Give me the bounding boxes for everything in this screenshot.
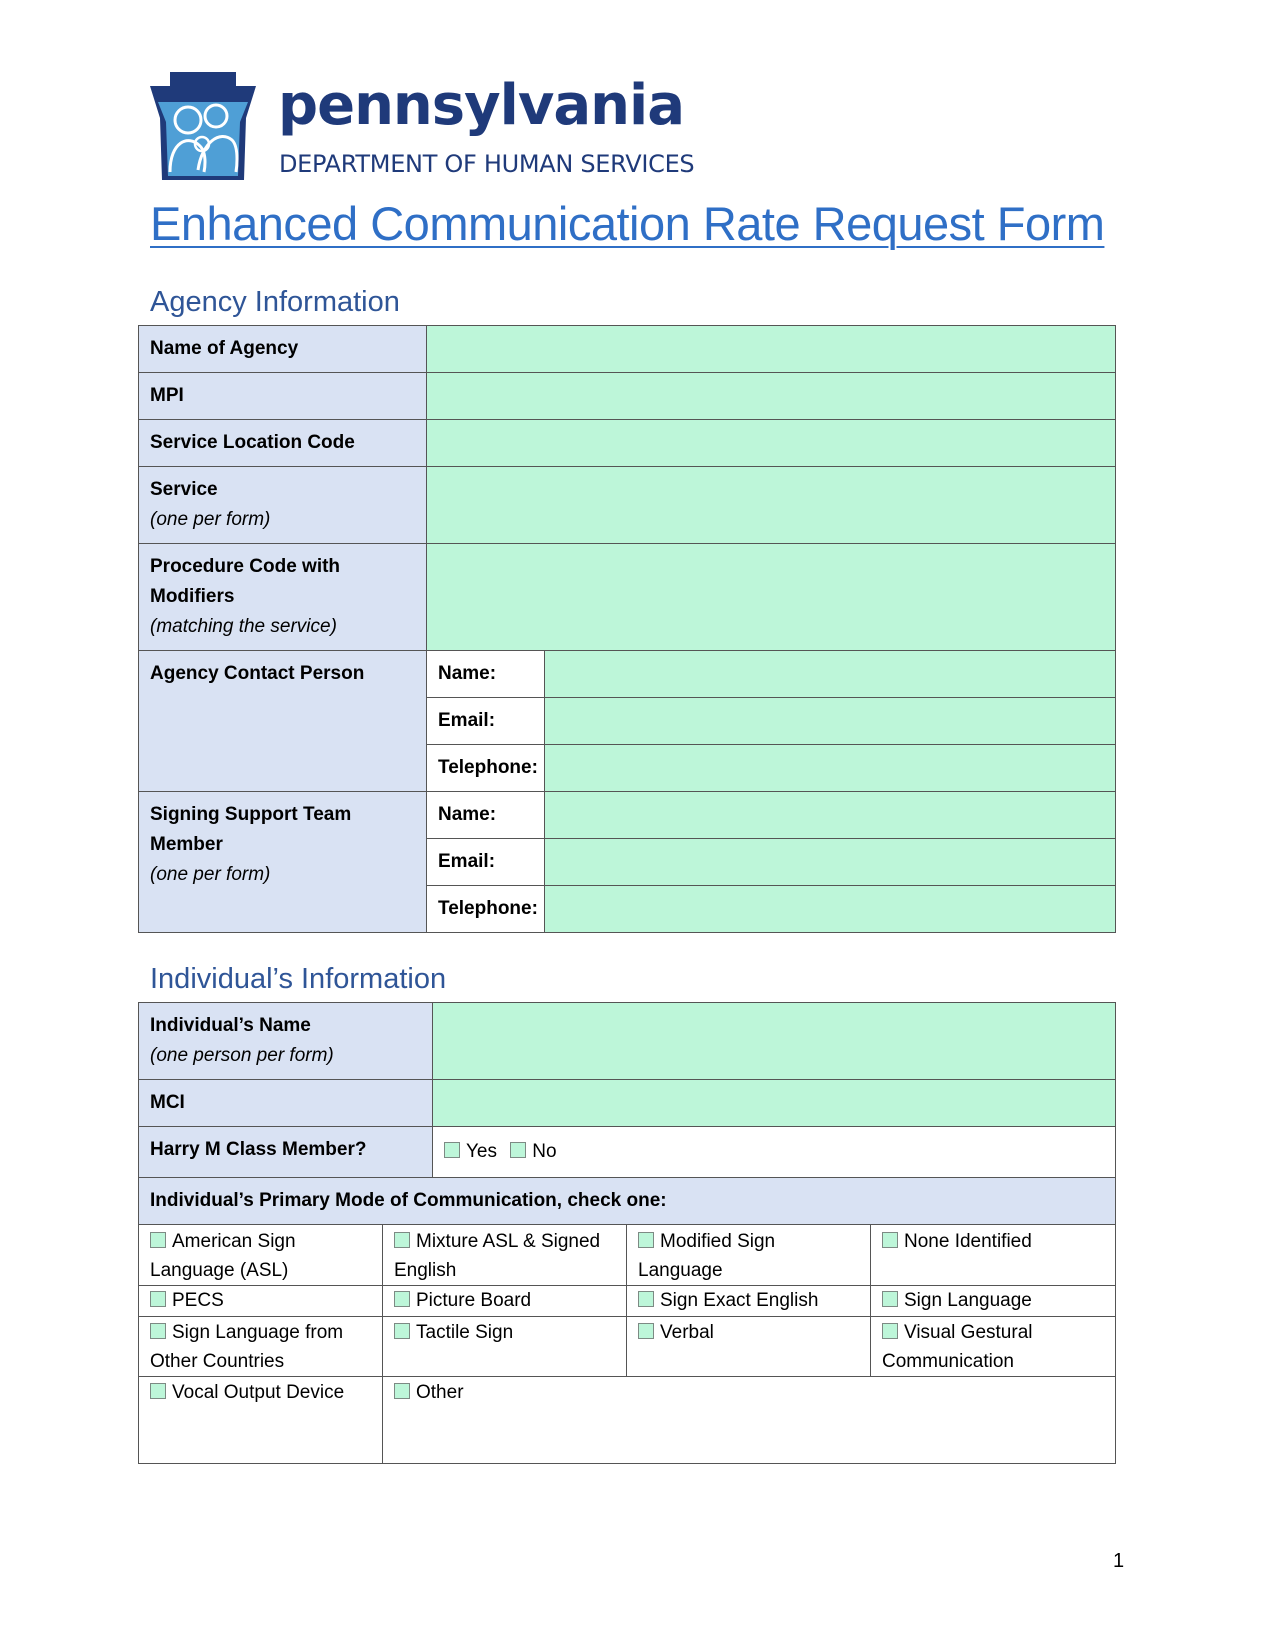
pa-dhs-logo — [148, 72, 708, 192]
agency-section-heading: Agency Information — [150, 286, 400, 318]
checkbox-icon[interactable] — [638, 1232, 654, 1248]
contact-telephone-field[interactable] — [545, 745, 1116, 792]
signing-email-field[interactable] — [545, 839, 1116, 886]
mpi-field[interactable] — [427, 373, 1116, 420]
checkbox-icon[interactable] — [394, 1232, 410, 1248]
checkbox-icon[interactable] — [510, 1142, 526, 1158]
procedure-code-field[interactable] — [427, 544, 1116, 651]
harry-m-no-option[interactable]: No — [510, 1141, 556, 1162]
checkbox-icon[interactable] — [150, 1383, 166, 1399]
service-location-code-label: Service Location Code — [139, 420, 427, 467]
signing-name-label: Name: — [427, 792, 545, 839]
agency-name-field[interactable] — [427, 326, 1116, 373]
option-vocal-output-device[interactable]: Vocal Output Device — [139, 1377, 383, 1464]
individual-section-heading: Individual’s Information — [150, 963, 447, 995]
communication-options-table — [138, 1224, 1116, 1464]
logo-department: DEPARTMENT OF HUMAN SERVICES — [279, 150, 695, 178]
option-asl[interactable]: American Sign Language (ASL) — [139, 1225, 383, 1286]
checkbox-icon[interactable] — [394, 1291, 410, 1307]
checkbox-icon[interactable] — [444, 1142, 460, 1158]
service-field[interactable] — [427, 467, 1116, 544]
page-number: 1 — [1113, 1550, 1125, 1572]
contact-name-field[interactable] — [545, 651, 1116, 698]
checkbox-icon[interactable] — [882, 1323, 898, 1339]
contact-name-label: Name: — [427, 651, 545, 698]
contact-email-label: Email: — [427, 698, 545, 745]
checkbox-icon[interactable] — [882, 1232, 898, 1248]
checkbox-icon[interactable] — [394, 1383, 410, 1399]
mpi-label: MPI — [139, 373, 427, 420]
mci-label: MCI — [139, 1080, 433, 1127]
mci-field[interactable] — [433, 1080, 1116, 1127]
option-none-identified[interactable]: None Identified — [871, 1225, 1116, 1286]
checkbox-icon[interactable] — [394, 1323, 410, 1339]
service-label: Service (one per form) — [139, 467, 427, 544]
checkbox-icon[interactable] — [882, 1291, 898, 1307]
agency-name-label: Name of Agency — [139, 326, 427, 373]
individual-table — [138, 1002, 1116, 1225]
option-verbal[interactable]: Verbal — [627, 1317, 871, 1377]
contact-telephone-label: Telephone: — [427, 745, 545, 792]
contact-email-field[interactable] — [545, 698, 1116, 745]
option-modified-sign[interactable]: Modified Sign Language — [627, 1225, 871, 1286]
signing-name-field[interactable] — [545, 792, 1116, 839]
individual-name-field[interactable] — [433, 1003, 1116, 1080]
option-mixture-asl[interactable]: Mixture ASL & Signed English — [383, 1225, 627, 1286]
option-sign-language[interactable]: Sign Language — [871, 1286, 1116, 1317]
option-sign-language-other-countries[interactable]: Sign Language from Other Countries — [139, 1317, 383, 1377]
form-title: Enhanced Communication Rate Request Form — [150, 197, 1105, 250]
keystone-family-icon — [148, 72, 260, 184]
harry-m-yes-option[interactable]: Yes — [444, 1141, 497, 1162]
checkbox-icon[interactable] — [150, 1232, 166, 1248]
option-sign-exact-english[interactable]: Sign Exact English — [627, 1286, 871, 1317]
signing-telephone-field[interactable] — [545, 886, 1116, 933]
agency-table — [138, 325, 1116, 933]
checkbox-icon[interactable] — [150, 1291, 166, 1307]
checkbox-icon[interactable] — [638, 1291, 654, 1307]
harry-m-label: Harry M Class Member? — [139, 1127, 433, 1178]
harry-m-options — [433, 1127, 1116, 1178]
checkbox-icon[interactable] — [638, 1323, 654, 1339]
option-other[interactable]: Other — [383, 1377, 1116, 1464]
service-location-code-field[interactable] — [427, 420, 1116, 467]
option-picture-board[interactable]: Picture Board — [383, 1286, 627, 1317]
logo-wordmark: pennsylvania — [278, 73, 684, 138]
signing-support-label: Signing Support Team Member (one per form) — [139, 792, 427, 933]
checkbox-icon[interactable] — [150, 1323, 166, 1339]
option-visual-gestural[interactable]: Visual Gestural Communication — [871, 1317, 1116, 1377]
agency-contact-label: Agency Contact Person — [139, 651, 427, 792]
option-pecs[interactable]: PECS — [139, 1286, 383, 1317]
option-tactile-sign[interactable]: Tactile Sign — [383, 1317, 627, 1377]
signing-email-label: Email: — [427, 839, 545, 886]
procedure-code-label: Procedure Code with Modifiers (matching the service) — [139, 544, 427, 651]
individual-name-label: Individual’s Name (one person per form) — [139, 1003, 433, 1080]
communication-mode-label: Individual’s Primary Mode of Communication, check one: — [139, 1178, 1116, 1225]
signing-telephone-label: Telephone: — [427, 886, 545, 933]
